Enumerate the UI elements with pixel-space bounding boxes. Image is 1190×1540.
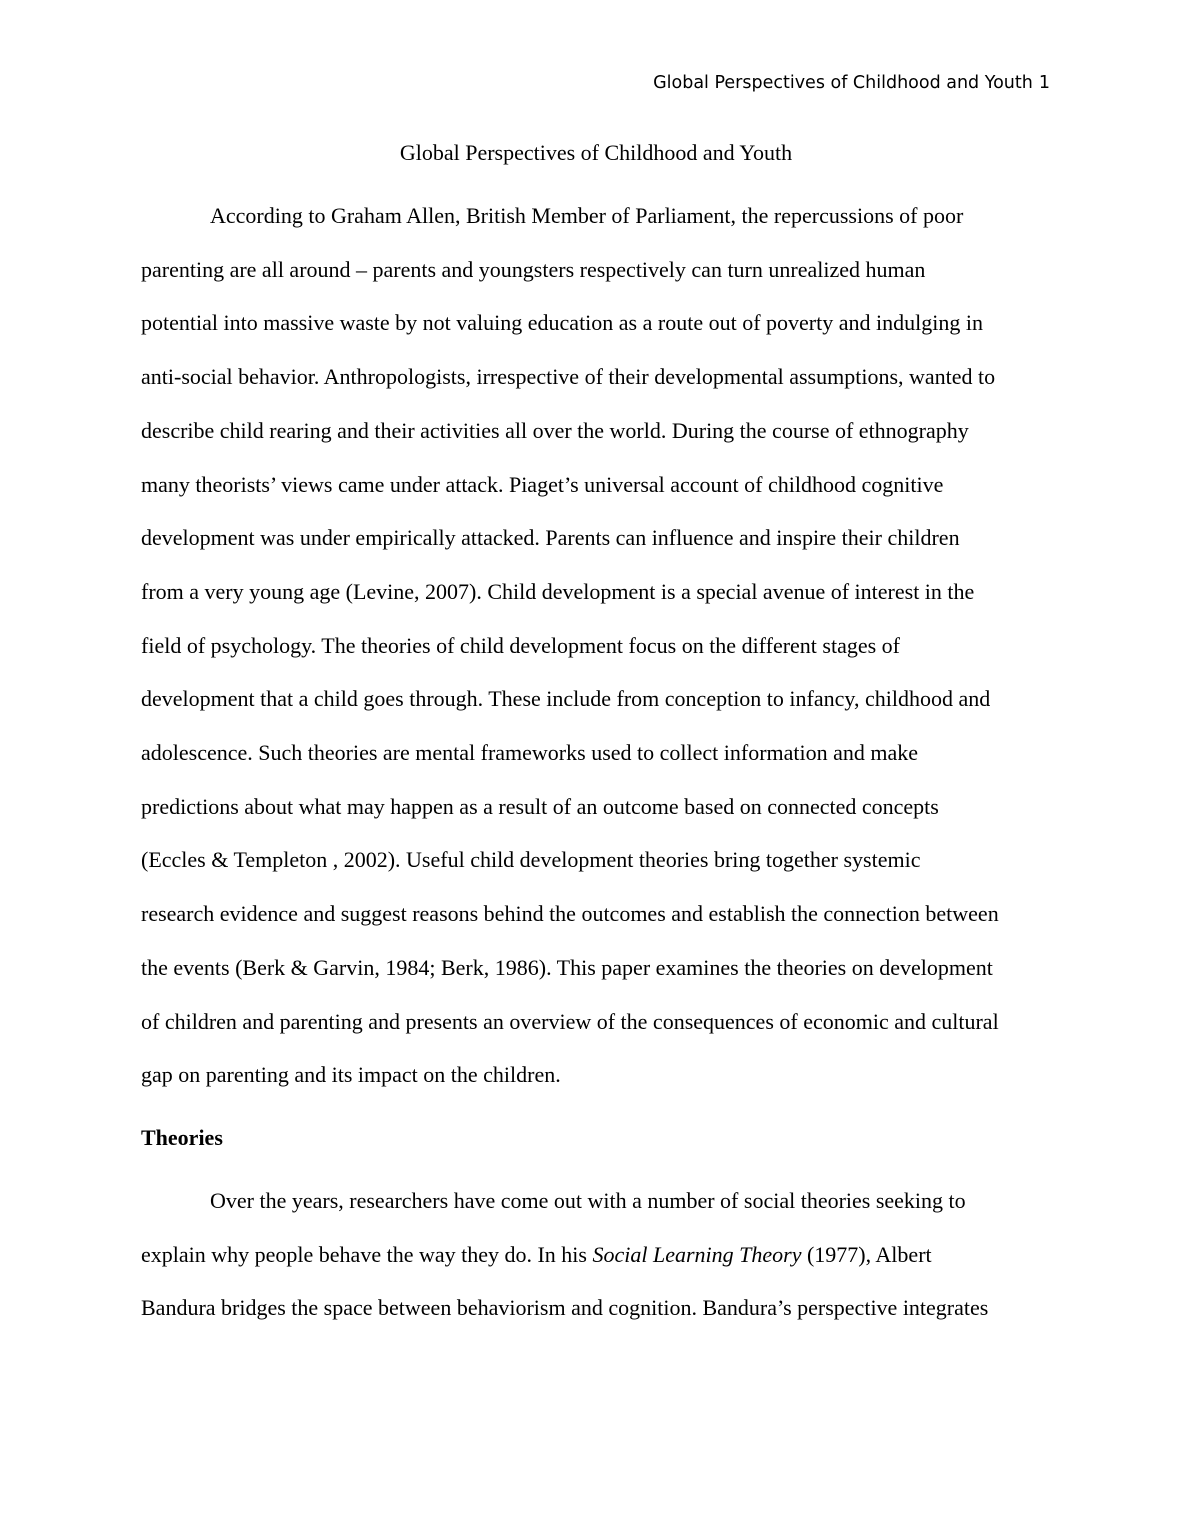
text-run: explain why people behave the way they do. In his — [141, 1241, 593, 1267]
paragraph-line — [141, 1228, 1051, 1282]
paragraph-line: adolescence. Such theories are mental frameworks used to collect information and make — [141, 740, 919, 766]
paragraph-line: gap on parenting and its impact on the children. — [141, 1062, 561, 1088]
paragraph-line: field of psychology. The theories of child development focus on the different stages of — [141, 632, 900, 658]
paragraph-line: potential into massive waste by not valuing education as a route out of poverty and indulging in — [141, 310, 983, 336]
text-run: (1977), Albert — [801, 1241, 932, 1267]
paragraph-line: parenting are all around – parents and youngsters respectively can turn unrealized human — [141, 256, 926, 282]
italic-book-title: Social Learning Theory — [592, 1241, 802, 1267]
paragraph-line: Bandura bridges the space between behaviorism and cognition. Bandura’s perspective integrates — [141, 1295, 989, 1321]
introduction-paragraph — [141, 189, 1051, 1102]
paragraph-line: many theorists’ views came under attack. Piaget’s universal account of childhood cognitive — [141, 471, 944, 497]
document-body — [141, 136, 1051, 1335]
paragraph-line: According to Graham Allen, British Member of Parliament, the repercussions of poor — [210, 203, 964, 228]
paragraph-line: from a very young age (Levine, 2007). Child development is a special avenue of interest in the — [141, 578, 975, 604]
paragraph-line: of children and parenting and presents an overview of the consequences of economic and cultural — [141, 1008, 999, 1034]
page-number: 1 — [1038, 73, 1050, 93]
paragraph-line: the events (Berk & Garvin, 1984; Berk, 1986). This paper examines the theories on development — [141, 954, 993, 980]
theories-paragraph — [141, 1174, 1051, 1335]
document-title: Global Perspectives of Childhood and Youth — [399, 140, 793, 165]
paragraph-line: development that a child goes through. These include from conception to infancy, childhood and — [141, 686, 991, 712]
paragraph-line: predictions about what may happen as a result of an outcome based on connected concepts — [141, 793, 939, 819]
paragraph-line: development was under empirically attacked. Parents can influence and inspire their children — [141, 525, 960, 551]
paragraph-line: anti-social behavior. Anthropologists, irrespective of their developmental assumptions, wanted to — [141, 364, 996, 390]
section-heading-theories: Theories — [141, 1124, 223, 1150]
paragraph-line: describe child rearing and their activities all over the world. During the course of ethnography — [141, 417, 969, 443]
paragraph-line: Over the years, researchers have come out with a number of social theories seeking to — [210, 1187, 966, 1213]
paragraph-line: (Eccles & Templeton , 2002). Useful child development theories bring together systemic — [141, 847, 921, 873]
running-head — [653, 71, 1050, 95]
running-head-title: Global Perspectives of Childhood and Youth — [653, 73, 1033, 93]
paragraph-line: research evidence and suggest reasons behind the outcomes and establish the connection between — [141, 901, 999, 927]
